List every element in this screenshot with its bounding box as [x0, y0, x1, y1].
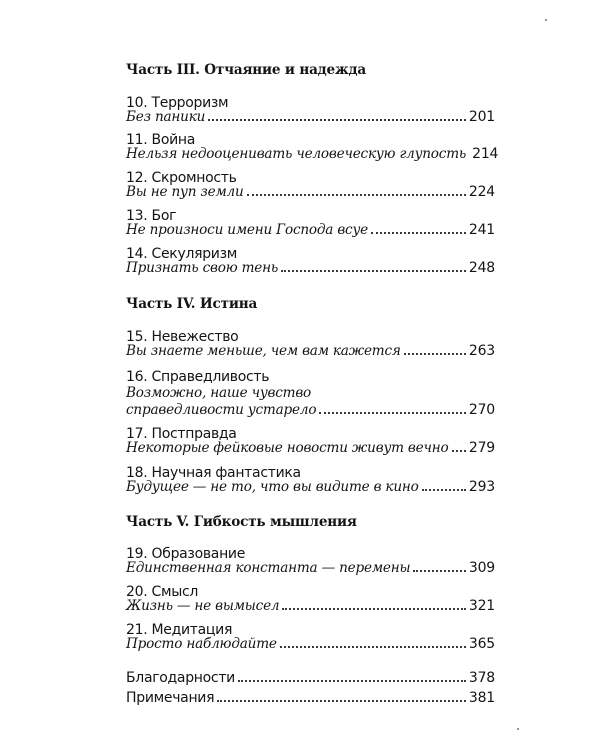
toc-entry[interactable] [126, 477, 495, 495]
chapter-title: 12. Скромность [126, 170, 237, 186]
toc-entry[interactable] [126, 400, 495, 418]
chapter-title: 17. Постправда [126, 426, 237, 442]
page-number: 201 [468, 109, 495, 125]
part-title: Часть V. Гибкость мышления [126, 514, 357, 530]
page-number: 365 [468, 636, 495, 652]
scan-speck [545, 19, 547, 21]
chapter-subtitle: Некоторые фейковые новости живут вечно [126, 440, 449, 456]
toc-entry[interactable] [126, 596, 495, 614]
chapter-subtitle: Просто наблюдайте [126, 636, 277, 652]
chapter-subtitle: Вы знаете меньше, чем вам кажется [126, 343, 401, 359]
page-number: 241 [468, 222, 495, 238]
leader-dots [404, 352, 466, 355]
leader-dots [413, 569, 465, 572]
chapter-title: 14. Секуляризм [126, 246, 238, 262]
chapter-subtitle: Будущее — не то, что вы видите в кино [126, 479, 419, 495]
chapter-subtitle: Жизнь — не вымысел [126, 598, 280, 614]
page-number: 263 [468, 343, 495, 359]
chapter-title: 21. Медитация [126, 622, 233, 638]
chapter-title: 18. Научная фантастика [126, 465, 301, 481]
chapter-subtitle: Вы не пуп земли [126, 184, 244, 200]
leader-dots [422, 488, 466, 491]
chapter-title: 11. Война [126, 132, 196, 148]
chapter-subtitle: Нельзя недооценивать человеческую глупость [126, 146, 467, 162]
chapter-subtitle: Признать свою тень [126, 260, 279, 276]
page-number: 381 [468, 690, 495, 706]
entry-title: Примечания [126, 690, 215, 706]
page-number: 309 [468, 560, 495, 576]
scan-speck [517, 728, 519, 730]
toc-entry[interactable] [126, 144, 499, 162]
chapter-subtitle: Не произноси имени Господа всуе [126, 222, 368, 238]
entry-title: Благодарности [126, 670, 235, 686]
leader-dots [217, 699, 466, 702]
leader-dots [452, 449, 466, 452]
toc-entry[interactable] [126, 438, 495, 456]
toc-entry[interactable] [126, 107, 495, 125]
leader-dots [319, 411, 466, 414]
toc-entry[interactable] [126, 634, 495, 652]
toc-entry[interactable] [126, 182, 495, 200]
page-number: 224 [468, 184, 495, 200]
leader-dots [282, 607, 465, 610]
chapter-title: 16. Справедливость [126, 369, 270, 385]
leader-dots [208, 118, 466, 121]
page-number: 321 [468, 598, 495, 614]
toc-entry[interactable] [126, 258, 495, 276]
chapter-subtitle: Единственная константа — перемены [126, 560, 411, 576]
toc-entry[interactable] [126, 341, 495, 359]
page-number: 214 [472, 146, 499, 162]
chapter-subtitle: справедливости устарело [126, 402, 317, 418]
page-number: 293 [468, 479, 495, 495]
chapter-title: 15. Невежество [126, 329, 239, 345]
chapter-title: 10. Терроризм [126, 95, 229, 111]
leader-dots [281, 269, 466, 272]
page-number: 270 [468, 402, 495, 418]
chapter-title: 13. Бог [126, 208, 177, 224]
leader-dots [280, 645, 466, 648]
leader-dots [238, 679, 466, 682]
chapter-subtitle-line: Возможно, наше чувство [126, 385, 312, 401]
page-number: 279 [468, 440, 495, 456]
leader-dots [247, 193, 466, 196]
leader-dots [371, 231, 466, 234]
chapter-title: 20. Смысл [126, 584, 199, 600]
page-number: 248 [468, 260, 495, 276]
chapter-title: 19. Образование [126, 546, 246, 562]
toc-entry[interactable] [126, 220, 495, 238]
toc-entry-acknowledgements[interactable] [126, 668, 495, 686]
page-number: 378 [468, 670, 495, 686]
part-title: Часть III. Отчаяние и надежда [126, 62, 366, 78]
part-title: Часть IV. Истина [126, 296, 258, 312]
toc-entry[interactable] [126, 558, 495, 576]
chapter-subtitle: Без паники [126, 109, 206, 125]
toc-entry-notes[interactable] [126, 688, 495, 706]
